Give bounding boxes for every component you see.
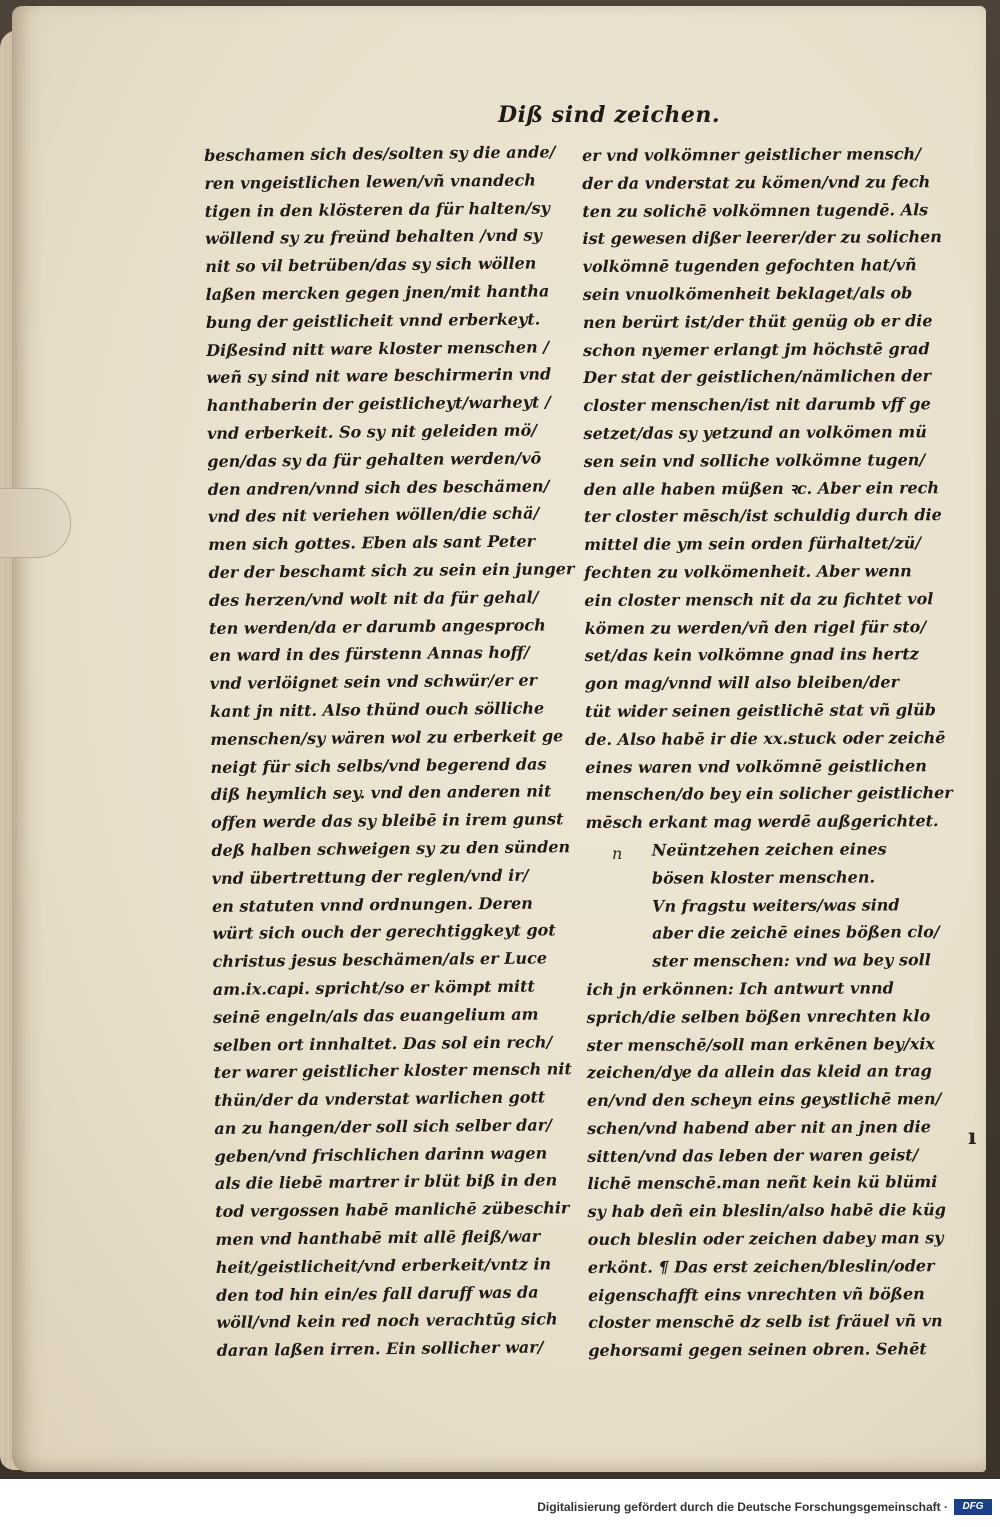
text-line: nit so vil betrüben/das sy sich wöllen: [205, 253, 537, 277]
text-line: deß halben schweigen sy zu den sünden: [211, 837, 571, 860]
text-line: sitten/vnd das leben der waren geist/: [587, 1144, 919, 1166]
text-column-left: [204, 138, 579, 1365]
text-line: kömen zu werden/vñ den rigel für sto/: [584, 616, 927, 638]
text-line: vnd des nit veriehen wöllen/die schä/: [207, 503, 540, 527]
text-line: sein vnuolkömenheit beklaget/als ob: [582, 283, 913, 304]
text-line: tigen in den klösteren da für halten/sy: [204, 197, 550, 221]
text-line: men sich gottes. Eben als sant Peter: [208, 531, 536, 555]
text-line: ten zu solichē volkömnen tugendē. Als: [582, 199, 929, 221]
text-line: ten werden/da er darumb angesproch: [208, 614, 546, 638]
text-line: wöllend sy zu freünd behalten /vnd sy: [204, 225, 543, 249]
text-line: laßen mercken gegen jnen/mit hantha: [205, 281, 550, 304]
text-line: seinē engeln/als das euangelium am: [213, 1004, 539, 1027]
text-line: men vnd hanthabē mit allē fleiß/war: [215, 1226, 541, 1250]
text-line: ich jn erkönnen: Ich antwurt vnnd: [586, 978, 894, 999]
text-line: set/das kein volkömne gnad ins hertz: [584, 644, 919, 666]
text-line: mēsch erkant mag werdē außgerichtet.: [585, 811, 939, 833]
text-line: er vnd volkömner geistlicher mensch/: [582, 144, 922, 165]
text-line: gon mag/vnnd will also bleiben/der: [584, 672, 900, 694]
text-line: gen/das sy da für gehalten werden/vō: [207, 448, 542, 471]
text-line: Neüntzehen zeichen eines: [651, 839, 887, 860]
text-line: christus jesus beschämen/als er Luce: [212, 948, 548, 972]
text-line: als die liebē martrer ir blüt biß in den: [214, 1170, 558, 1194]
text-line: Vn fragstu weiters/was sind: [651, 894, 900, 916]
text-line: daran laßen irren. Ein sollicher war/: [216, 1337, 544, 1361]
text-line: thün/der da vnderstat warlichen gott: [213, 1087, 546, 1111]
text-line: zeichen/dye da allein das kleid an trag: [586, 1061, 932, 1083]
text-line: eines waren vnd volkömnē geistlichen: [585, 755, 927, 777]
text-line: erkönt. ¶ Das erst zeichen/bleslin/oder: [587, 1256, 935, 1277]
text-line: vnd verlöignet sein vnd schwür/er er: [209, 670, 538, 694]
text-line: der da vnderstat zu kömen/vnd zu fech: [582, 171, 931, 193]
text-line: ster menschē/soll man erkēnen bey/xix: [586, 1033, 935, 1055]
text-line: vnd übertrettung der reglen/vnd ir/: [211, 865, 529, 888]
text-line: ster menschen: vnd wa bey soll: [652, 950, 931, 971]
text-line: tod vergossen habē manlichē zübeschir: [215, 1198, 570, 1222]
text-line: sprich/die selben bößen vnrechten klo: [586, 1005, 931, 1027]
text-line: der der beschamt sich zu sein ein junger: [208, 559, 575, 582]
text-line: an zu hangen/der soll sich selber dar/: [214, 1115, 553, 1138]
text-line: ouch bleslin oder zeichen dabey man sy: [587, 1228, 944, 1250]
text-line: Der stat der geistlichen/nämlichen der: [583, 366, 932, 388]
text-line: mittel die ym sein orden fürhaltet/zü/: [584, 533, 922, 555]
text-line: en statuten vnnd ordnungen. Deren: [211, 893, 533, 916]
text-line: tüt wider seinen geistlichē stat vñ glüb: [584, 700, 936, 721]
text-line: wöll/vnd kein red noch verachtūg sich: [216, 1309, 558, 1333]
text-line: heit/geistlicheit/vnd erberkeit/vntz in: [215, 1254, 552, 1277]
text-line: ter closter mēsch/ist schuldig durch die: [583, 505, 942, 527]
text-line: eigenschafft eins vnrechten vñ bößen: [587, 1283, 925, 1305]
text-line: neigt für sich selbs/vnd begerend das: [210, 753, 547, 777]
text-line: geben/vnd frischlichen darinn wagen: [214, 1143, 548, 1166]
text-line: closter menschē dz selb ist fräuel vñ vn: [588, 1311, 943, 1333]
text-line: weñ sy sind nit ware beschirmerin vnd: [206, 364, 552, 388]
text-line: offen werde das sy bleibē in irem gunst: [211, 809, 564, 833]
text-line: ein closter mensch nit da zu fichtet vol: [584, 588, 934, 610]
text-line: vnd erberkeit. So sy nit geleiden mö/: [206, 420, 538, 443]
text-line: nen berürt ist/der thüt genüg ob er die: [582, 310, 933, 332]
text-line: würt sich ouch der gerechtiggkeyt got: [212, 920, 556, 944]
margin-note: n: [612, 844, 623, 863]
text-line: bung der geistlicheit vnnd erberkeyt.: [205, 309, 541, 332]
text-line: en ward in des fürstenn Annas hoff/: [209, 642, 530, 666]
text-line: setzet/das sy yetzund an volkömen mü: [583, 422, 927, 443]
text-line: sen sein vnd solliche volkömne tugen/: [583, 449, 926, 471]
text-line: beschamen sich des/solten sy die ande/: [204, 142, 556, 165]
text-line: bösen kloster menschen.: [651, 867, 876, 888]
text-line: diß heymlich sey. vnd den anderen nit: [210, 781, 552, 805]
text-line: ren vngeistlichen lewen/vñ vnandech: [204, 170, 536, 193]
text-line: den tod hin ein/es fall daruff was da: [215, 1282, 539, 1305]
text-line: schen/vnd habend aber nit an jnen die: [587, 1117, 931, 1138]
text-line: closter menschen/ist nit darumb vff ge: [583, 394, 931, 416]
text-line: kant jn nitt. Also thünd ouch sölliche: [209, 698, 545, 721]
text-line: selben ort innhaltet. Das sol ein rech/: [213, 1031, 553, 1055]
text-line: den andren/vnnd sich des beschämen/: [207, 475, 550, 499]
dfg-logo: DFG: [954, 1499, 992, 1515]
text-line: den alle haben müßen ꝛc. Aber ein rech: [583, 477, 940, 499]
text-line: sy hab deñ ein bleslin/also habē die küg: [587, 1200, 946, 1222]
page-marker-tab: [0, 488, 71, 558]
text-line: volkömnē tugenden gefochten hat/vñ: [582, 255, 917, 277]
text-line: Dißesind nitt ware kloster menschen /: [206, 336, 550, 360]
running-head: Diß sind zeichen.: [498, 102, 720, 128]
text-line: gehorsami gegen seinen obren. Sehēt: [588, 1339, 927, 1361]
text-line: ter warer geistlicher kloster mensch nit: [213, 1059, 572, 1083]
text-line: ist gewesen dißer leerer/der zu solichen: [582, 227, 942, 249]
text-line: hanthaberin der geistlicheyt/warheyt /: [206, 392, 551, 416]
text-line: aber die zeichē eines bößen clo/: [652, 922, 940, 943]
text-line: schon nyemer erlangt jm höchstē grad: [583, 338, 930, 360]
text-line: des herzen/vnd wolt nit da für gehal/: [208, 587, 539, 610]
text-line: menschen/do bey ein solicher geistlicher: [585, 783, 953, 805]
text-line: fechten zu volkömenheit. Aber wenn: [584, 561, 912, 582]
margin-mark: ı: [968, 1124, 977, 1150]
text-line: am.ix.capi. spricht/so er kömpt mitt: [212, 976, 535, 999]
footer-bar: [0, 1479, 1000, 1527]
text-line: de. Also habē ir die xx.stuck oder zeichē: [585, 727, 946, 749]
text-line: menschen/sy wären wol zu erberkeit ge: [210, 726, 564, 749]
funding-credit: Digitalisierung gefördert durch die Deutsche Forschungsgemeinschaft ·: [537, 1500, 948, 1514]
text-line: en/vnd den scheyn eins geystlichē men/: [586, 1089, 942, 1111]
text-line: lichē menschē.man neñt kein kü blümi: [587, 1172, 938, 1194]
text-column-right: [582, 140, 954, 1365]
